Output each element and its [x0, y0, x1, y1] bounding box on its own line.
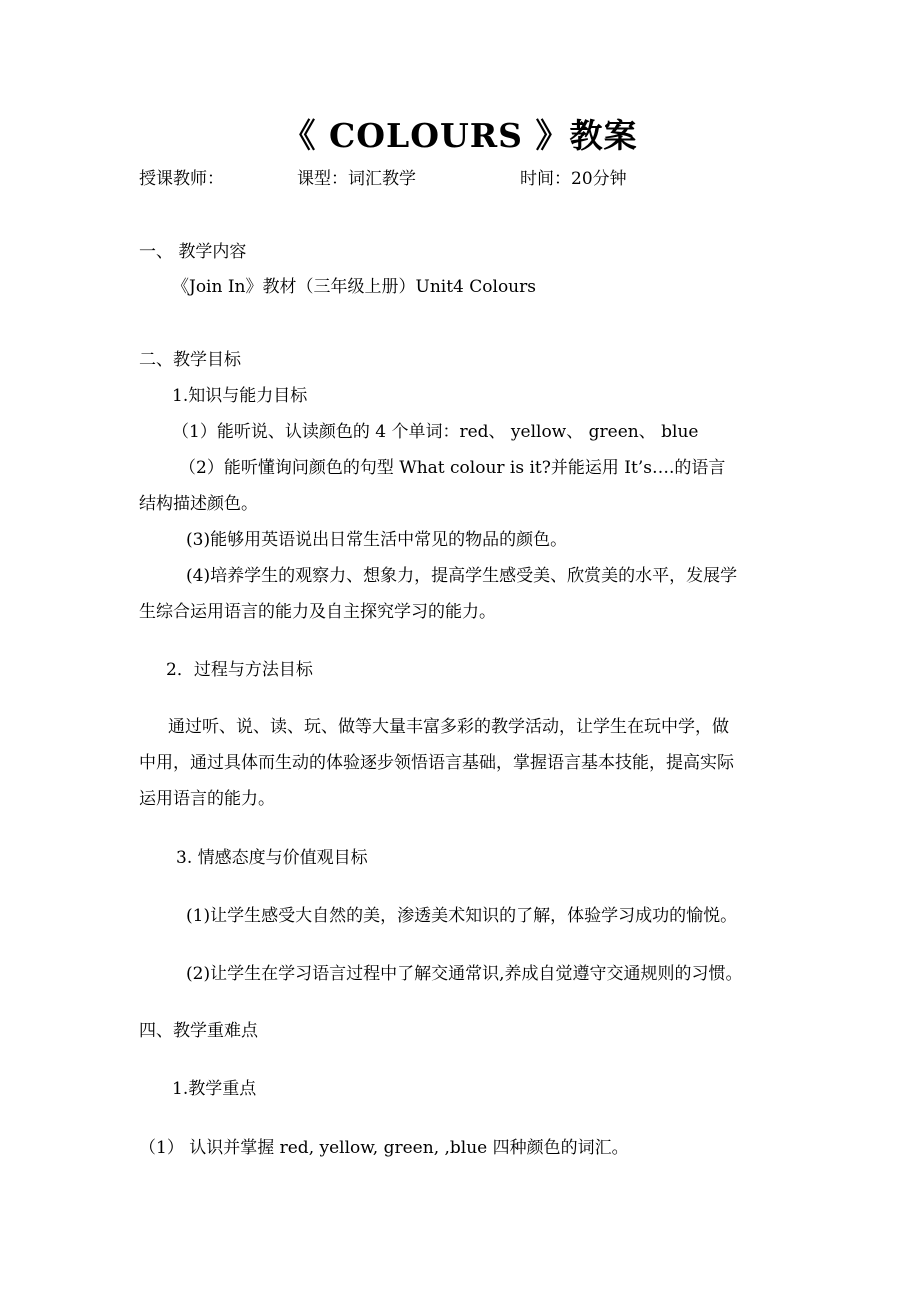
page-title: 《 COLOURS 》教案 — [282, 116, 638, 155]
goal-knowledge-item-4-line-2: 生综合运用语言的能力及自主探究学习的能力。 — [139, 602, 496, 622]
goal-knowledge-item-2-line-2: 结构描述颜色。 — [139, 494, 258, 514]
section-heading-key-points: 四、教学重难点 — [139, 1021, 258, 1041]
goal-knowledge-item-4-line-1: (4)培养学生的观察力、想象力，提高学生感受美、欣赏美的水平，发展学 — [186, 566, 738, 586]
textbook-line: 《Join In》教材（三年级上册）Unit4 Colours — [172, 277, 536, 297]
goal-knowledge-item-1: （1）能听说、认读颜色的 4 个单词：red、 yellow、 green、 blue — [172, 422, 699, 442]
goal-knowledge-item-3: (3)能够用英语说出日常生活中常见的物品的颜色。 — [186, 530, 568, 550]
lesson-time: 时间：20分钟 — [520, 169, 627, 189]
lesson-type: 课型：词汇教学 — [297, 169, 416, 189]
key-point-item-1: （1） 认识并掌握 red, yellow, green, ,blue 四种颜色的词汇。 — [139, 1138, 629, 1158]
goal-process-para-line-1: 通过听、说、读、玩、做等大量丰富多彩的教学活动，让学生在玩中学，做 — [168, 717, 729, 737]
goal-knowledge-item-2-line-1: （2）能听懂询问颜色的句型 What colour is it?并能运用 It’s….的语言 — [179, 458, 726, 478]
goal-attitude-item-2: (2)让学生在学习语言过程中了解交通常识,养成自觉遵守交通规则的习惯。 — [186, 964, 743, 984]
goal-process-heading: 2．过程与方法目标 — [166, 660, 313, 680]
goal-attitude-item-1: (1)让学生感受大自然的美，渗透美术知识的了解，体验学习成功的愉悦。 — [186, 906, 738, 926]
teacher-label: 授课教师： — [139, 169, 224, 189]
section-heading-content: 一、 教学内容 — [139, 242, 247, 262]
goal-process-para-line-3: 运用语言的能力。 — [139, 789, 275, 809]
key-points-heading: 1.教学重点 — [172, 1079, 257, 1099]
goal-knowledge-heading: 1.知识与能力目标 — [172, 386, 308, 406]
goal-attitude-heading: 3. 情感态度与价值观目标 — [176, 848, 368, 868]
section-heading-goals: 二、教学目标 — [139, 350, 241, 370]
goal-process-para-line-2: 中用，通过具体而生动的体验逐步领悟语言基础，掌握语言基本技能，提高实际 — [139, 753, 734, 773]
